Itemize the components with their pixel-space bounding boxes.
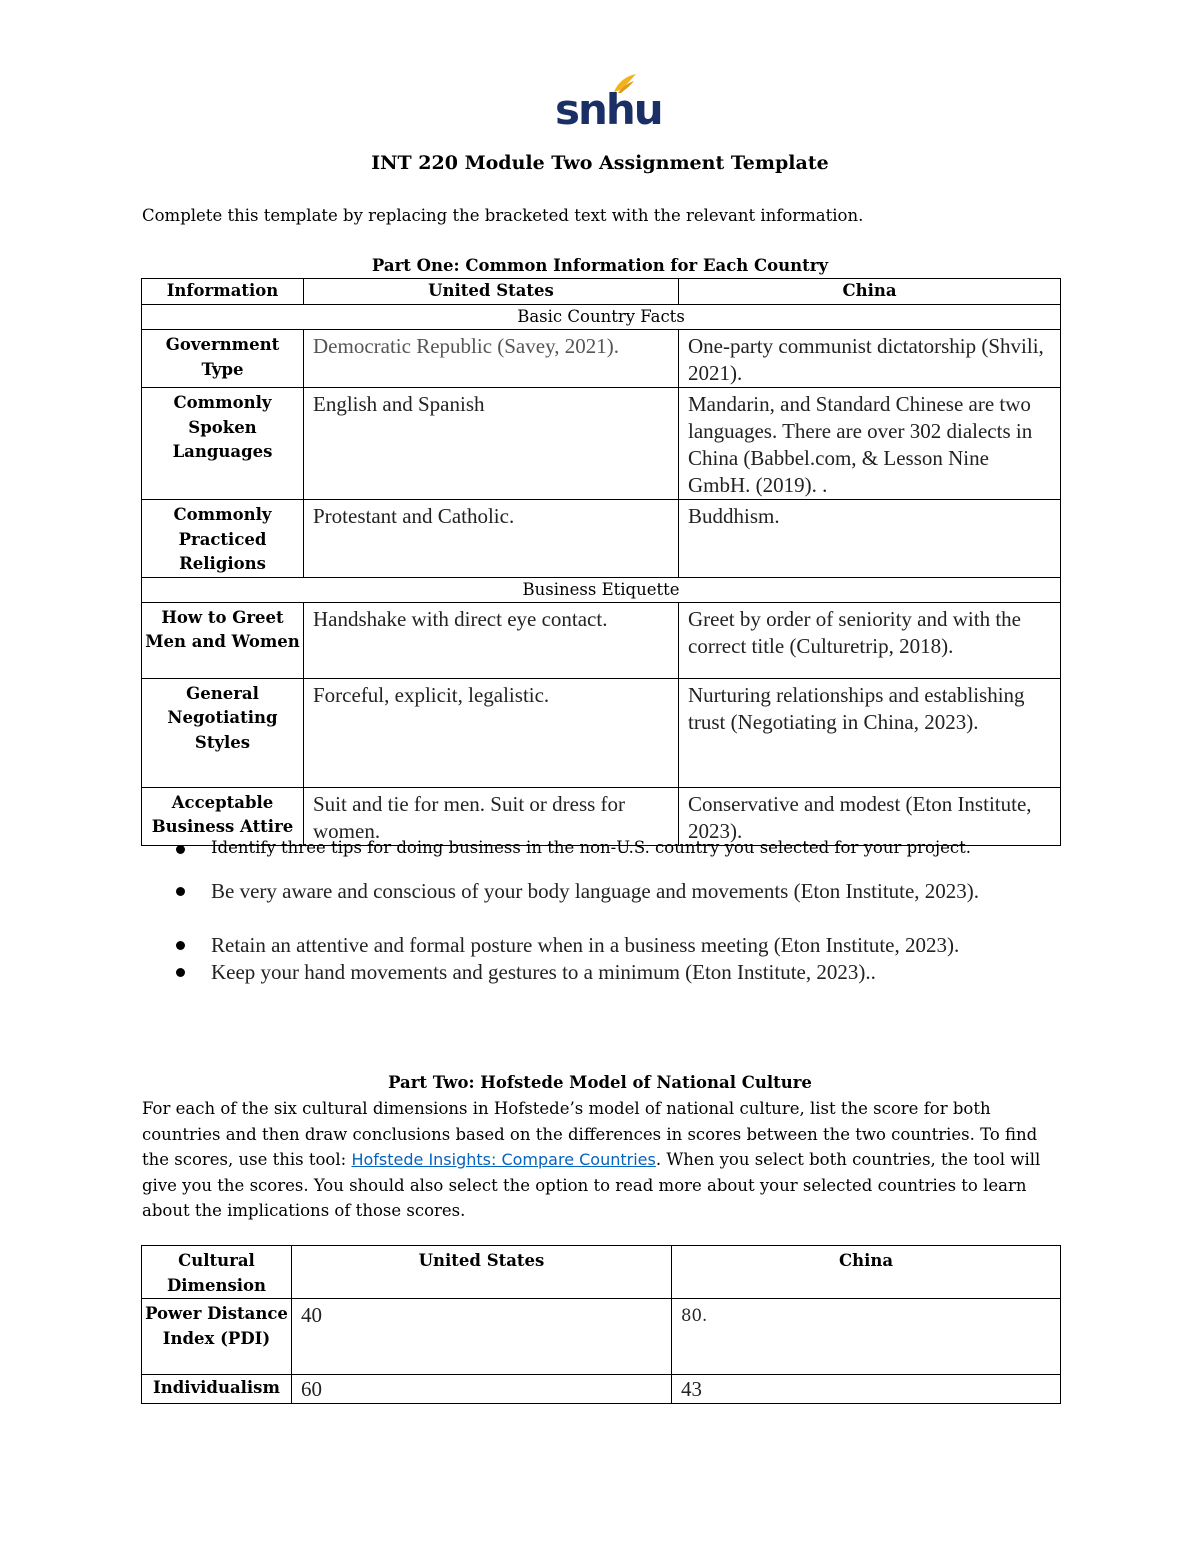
us-value: 60: [292, 1375, 672, 1404]
section-row-etiquette: [142, 577, 1061, 602]
china-value: Greet by order of seniority and with the correct title (Culturetrip, 2018).: [679, 602, 1061, 678]
part-one-table: [141, 278, 1061, 846]
tips-instruction: Identify three tips for doing business in the non-U.S. country you selected for your project.: [211, 838, 971, 857]
table-row: [142, 330, 1061, 388]
row-label: Government Type: [142, 330, 304, 388]
bullet-dot: [176, 845, 185, 854]
header-information: Information: [142, 279, 304, 305]
us-value: Suit and tie for men. Suit or dress for women.: [304, 787, 679, 845]
row-label: Commonly Spoken Languages: [142, 388, 304, 500]
row-label: How to Greet Men and Women: [142, 602, 304, 678]
table-header-row: [142, 1246, 1061, 1299]
us-value: 40: [292, 1299, 672, 1375]
part-two-title: Part Two: Hofstede Model of National Culture: [388, 1073, 812, 1092]
china-value: 43: [672, 1375, 1061, 1404]
instructions-text-end: . When you select both countries, the tool will give you the scores. You should also select the option to read more about your selected countries to learn about the implications of those scores.: [142, 1150, 1041, 1220]
part-two-table: [141, 1245, 1061, 1404]
logo-text: snhu: [555, 85, 662, 134]
china-value: 80.: [672, 1299, 1061, 1375]
header-united-states: United States: [304, 279, 679, 305]
section-business-etiquette: Business Etiquette: [142, 577, 1061, 602]
header-china: China: [679, 279, 1061, 305]
china-value: Conservative and modest (Eton Institute, 2023).: [679, 787, 1061, 845]
row-label: Commonly Practiced Religions: [142, 500, 304, 578]
part-two-instructions: [142, 1096, 1062, 1224]
part-one-title: Part One: Common Information for Each Country: [371, 256, 829, 275]
tip-item: Be very aware and conscious of your body language and movements (Eton Institute, 2023).: [211, 879, 980, 903]
table-row: [142, 388, 1061, 500]
intro-text: Complete this template by replacing the bracketed text with the relevant information.: [142, 206, 864, 225]
row-label: Individualism: [142, 1375, 292, 1404]
header-china: China: [672, 1246, 1061, 1299]
header-cultural-dimension: Cultural Dimension: [142, 1246, 292, 1299]
header-united-states: United States: [292, 1246, 672, 1299]
china-value: Nurturing relationships and establishing trust (Negotiating in China, 2023).: [679, 678, 1061, 787]
hofstede-link[interactable]: Hofstede Insights: Compare Countries: [351, 1150, 656, 1169]
section-row-basic: [142, 305, 1061, 330]
section-basic-facts: Basic Country Facts: [142, 305, 1061, 330]
china-value: Mandarin, and Standard Chinese are two languages. There are over 302 dialects in China (Babbel.com, & Lesson Nine GmbH. (2019). .: [679, 388, 1061, 500]
table-row: [142, 602, 1061, 678]
china-value: One-party communist dictatorship (Shvili, 2021).: [679, 330, 1061, 388]
us-value: Protestant and Catholic.: [304, 500, 679, 578]
table-row: [142, 1299, 1061, 1375]
snhu-logo: [555, 72, 662, 134]
bullet-dot: [176, 941, 185, 950]
table-row: [142, 1375, 1061, 1404]
us-value: Forceful, explicit, legalistic.: [304, 678, 679, 787]
row-label: Power Distance Index (PDI): [142, 1299, 292, 1375]
table-header-row: [142, 279, 1061, 305]
tip-item: Retain an attentive and formal posture when in a business meeting (Eton Institute, 2023).: [211, 933, 960, 957]
us-value: Democratic Republic (Savey, 2021).: [304, 330, 679, 388]
table-row: [142, 678, 1061, 787]
bullet-dot: [176, 887, 185, 896]
china-value: Buddhism.: [679, 500, 1061, 578]
bullet-dot: [176, 968, 185, 977]
row-label: Acceptable Business Attire: [142, 787, 304, 845]
instructions-text: For each of the six cultural dimensions in Hofstede’s model of national culture, list the score for both countries and then draw conclusions based on the differences in scores between the two countries. To find the scores, use this tool:: [142, 1099, 1038, 1169]
us-value: English and Spanish: [304, 388, 679, 500]
tip-item: Keep your hand movements and gestures to a minimum (Eton Institute, 2023)..: [211, 960, 876, 984]
table-row: [142, 500, 1061, 578]
table-row: [142, 787, 1061, 845]
us-value: Handshake with direct eye contact.: [304, 602, 679, 678]
row-label: General Negotiating Styles: [142, 678, 304, 787]
page-title: INT 220 Module Two Assignment Template: [371, 152, 829, 174]
